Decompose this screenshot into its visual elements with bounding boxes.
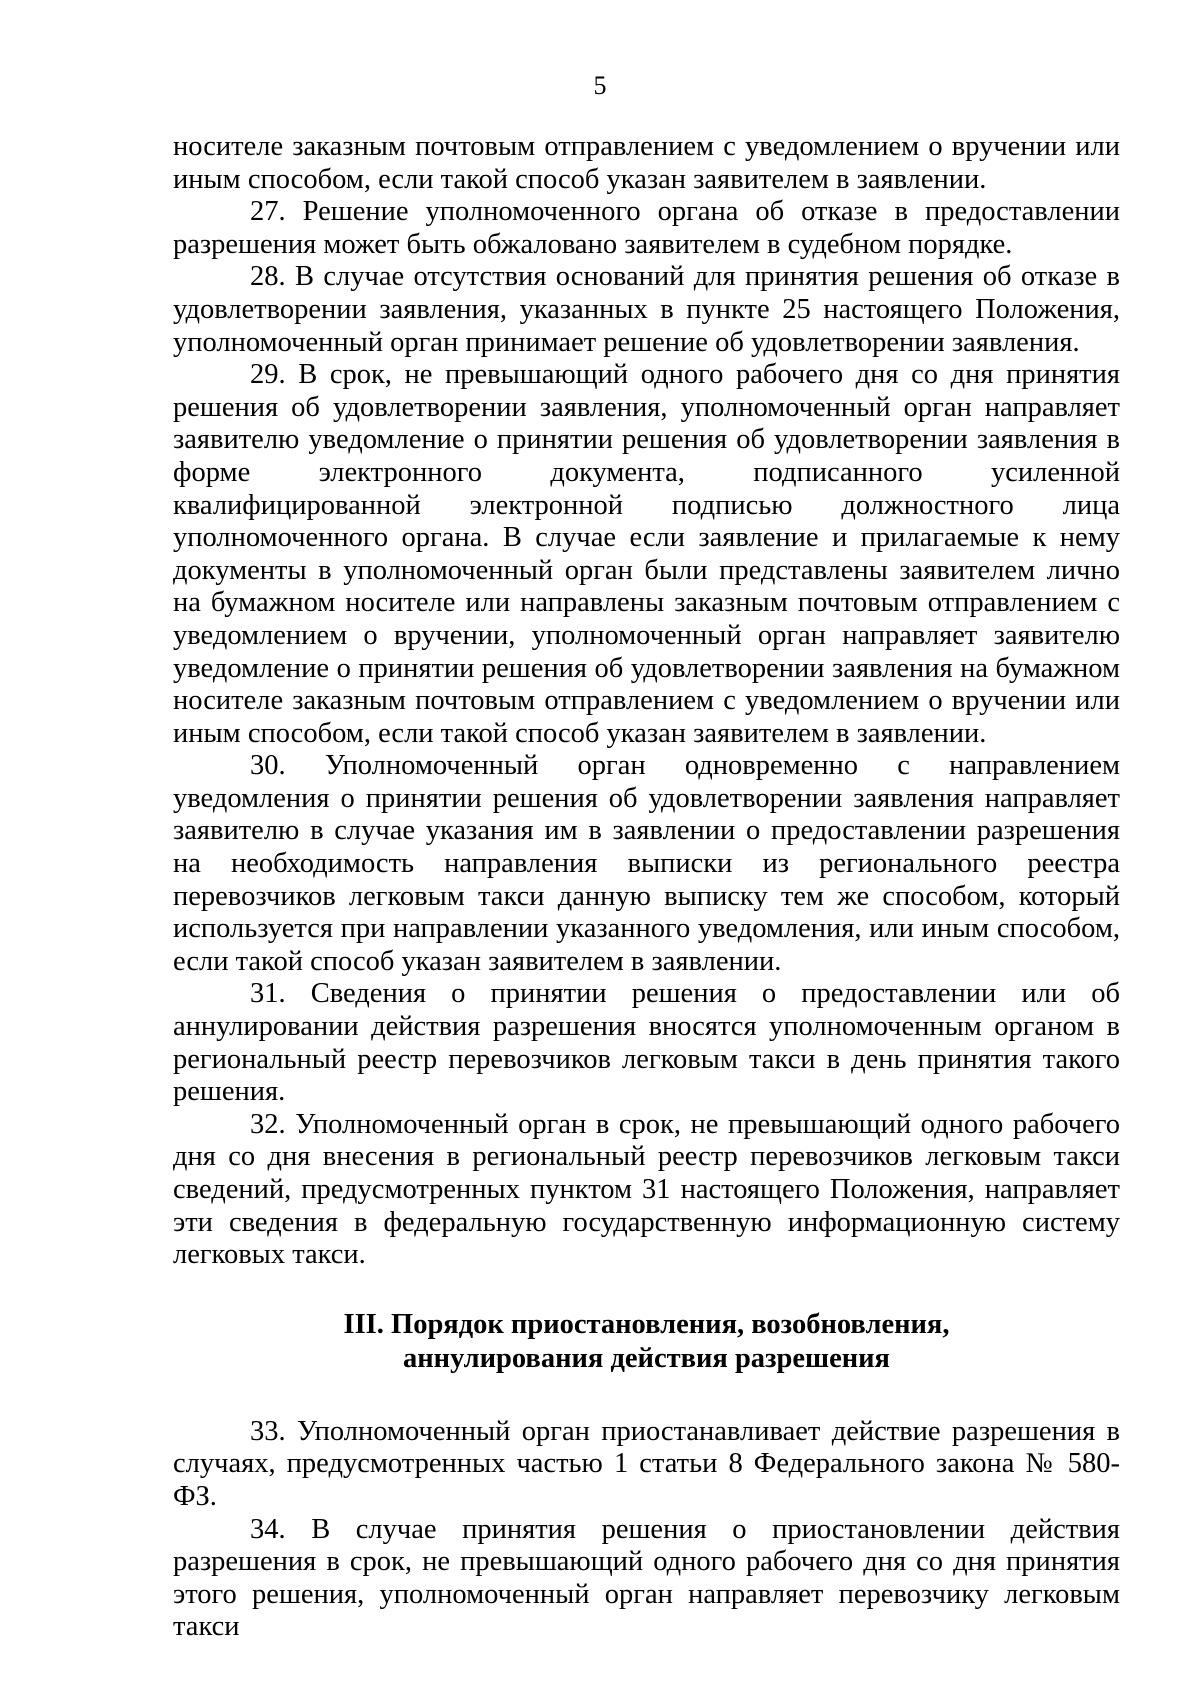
paragraph-32: 32. Уполномоченный орган в срок, не превышающий одного рабочего дня со дня внесения в региональный реестр перевозчиков легковым такси сведений, предусмотренных пунктом 31 настоящего Положения, направляет эти сведения в федеральную государственную информационную систему легковых такси. xyxy=(173,1108,1120,1271)
paragraph-27: 27. Решение уполномоченного органа об отказе в предоставлении разрешения может быть обжаловано заявителем в судебном порядке. xyxy=(173,196,1120,260)
paragraph-33: 33. Уполномоченный орган приостанавливает действие разрешения в случаях, предусмотренных частью 1 статьи 8 Федерального закона № 580-ФЗ. xyxy=(173,1415,1120,1512)
paragraph-31: 31. Сведения о принятии решения о предоставлении или об аннулировании действия разрешения вносятся уполномоченным органом в региональный реестр перевозчиков легковым такси в день принятия такого решения. xyxy=(173,978,1120,1108)
paragraph-30: 30. Уполномоченный орган одновременно с направлением уведомления о принятии решения об удовлетворении заявления направляет заявителю в случае указания им в заявлении о предоставлении разрешения на необходимость направления выписки из регионального реестра перевозчиков легковым такси данную выписку тем же способом, который используется при направлении указанного уведомления, или иным способом, если такой способ указан заявителем в заявлении. xyxy=(173,750,1120,977)
paragraph-29: 29. В срок, не превышающий одного рабочего дня со дня принятия решения об удовлетворении заявления, уполномоченный орган направляет заявителю уведомление о принятии решения об удовлетворении заявления в форме электронного документа, подписанного усиленной квалифицированной электронной подписью должностного лица уполномоченного органа. В случае если заявление и прилагаемые к нему документы в уполномоченный орган были представлены заявителем лично на бумажном носителе или направлены заказным почтовым отправлением с уведомлением о вручении, уполномоченный орган направляет заявителю уведомление о принятии решения об удовлетворении заявления на бумажном носителе заказным почтовым отправлением с уведомлением о вручении или иным способом, если такой способ указан заявителем в заявлении. xyxy=(173,359,1120,749)
paragraph-34: 34. В случае принятия решения о приостановлении действия разрешения в срок, не превышающий одного рабочего дня со дня принятия этого решения, уполномоченный орган направляет перевозчику легковым такси xyxy=(173,1513,1120,1643)
section-heading-line-1: III. Порядок приостановления, возобновления, xyxy=(343,1308,950,1340)
section-heading xyxy=(173,1308,1120,1376)
paragraph-28: 28. В случае отсутствия оснований для принятия решения об отказе в удовлетворении заявления, указанных в пункте 25 настоящего Положения, уполномоченный орган принимает решение об удовлетворении заявления. xyxy=(173,261,1120,358)
document-body xyxy=(173,131,1120,1644)
paragraph-continuation: носителе заказным почтовым отправлением с уведомлением о вручении или иным способом, если такой способ указан заявителем в заявлении. xyxy=(173,131,1120,195)
page-number: 5 xyxy=(593,71,607,100)
section-heading-line-2: аннулирования действия разрешения xyxy=(403,1342,890,1374)
